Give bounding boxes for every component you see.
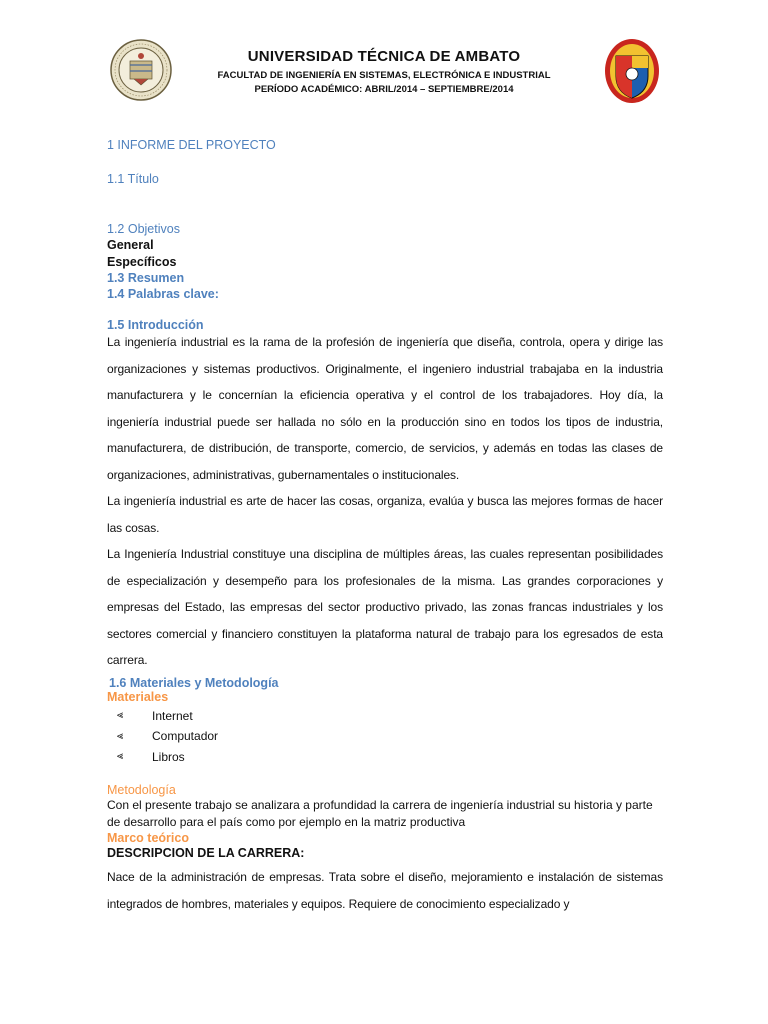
document-body xyxy=(107,138,663,917)
intro-paragraph-3: La Ingeniería Industrial constituye una disciplina de múltiples áreas, las cuales representan posibilidades de especialización y desempeño para los profesionales de la misma. Las grandes corporaciones y empresas del Estado, las empresas del sector productivo privado, las zonas francas industriales y los sectores comercial y financiero constituyen la plataforma natural de trabajo para los egresados de esta carrera. xyxy=(107,547,663,667)
faculty-shield-logo xyxy=(604,38,660,104)
objective-specific-label: Específicos xyxy=(107,255,177,269)
section-1-4-heading: 1.4 Palabras clave: xyxy=(107,287,219,301)
section-1-heading: 1 INFORME DEL PROYECTO xyxy=(107,138,276,152)
academic-period: PERÍODO ACADÉMICO: ABRIL/2014 – SEPTIEMBRE/2014 xyxy=(254,84,514,95)
document-header xyxy=(0,36,768,116)
intro-paragraph-2: La ingeniería industrial es arte de hacer las cosas, organiza, evalúa y busca las mejores formas de hacer las cosas. xyxy=(107,494,663,535)
arrow-bullet-icon: ⪡ xyxy=(117,750,124,763)
arrow-bullet-icon: ⪡ xyxy=(117,709,124,722)
university-name: UNIVERSIDAD TÉCNICA DE AMBATO xyxy=(247,48,521,65)
marco-teorico-heading: Marco teórico xyxy=(107,831,189,845)
materials-list xyxy=(117,706,663,768)
metodologia-heading: Metodología xyxy=(107,783,176,797)
list-item: ⪡ Libros xyxy=(117,749,185,764)
list-item: ⪡ Internet xyxy=(117,708,193,723)
section-1-6-heading: 1.6 Materiales y Metodología xyxy=(109,675,279,690)
section-1-5-heading: 1.5 Introducción xyxy=(107,318,204,332)
section-1-2-heading: 1.2 Objetivos xyxy=(107,222,180,236)
descripcion-heading: DESCRIPCION DE LA CARRERA: xyxy=(107,846,305,860)
intro-paragraph-1: La ingeniería industrial es la rama de la profesión de ingeniería que diseña, controla, opera y dirige las organizaciones y sistemas productivos. Originalmente, el ingeniero industrial trabajaba en la industria manufacturera y le concernían la eficiencia operativa y el control de los trabajadores. Hoy día, la ingeniería industrial puede ser hallada no sólo en la producción sino en todos los tipos de industria, manufacturera, de distribución, de transporte, comercio, de servicios, y además en todas las clases de organizaciones, administrativas, gubernamentales o institucionales. xyxy=(107,335,663,482)
materiales-heading: Materiales xyxy=(107,689,169,704)
list-item: ⪡ Computador xyxy=(117,729,219,744)
section-1-3-heading: 1.3 Resumen xyxy=(107,271,185,285)
descripcion-paragraph: Nace de la administración de empresas. Trata sobre el diseño, mejoramiento e instalación de sistemas integrados de hombres, materiales y equipos. Requiere de conocimiento especializado y xyxy=(107,870,663,911)
section-1-1-heading: 1.1 Título xyxy=(107,172,159,186)
objective-general-label: General xyxy=(107,238,154,252)
arrow-bullet-icon: ⪡ xyxy=(117,729,124,742)
metodologia-paragraph: Con el presente trabajo se analizara a profundidad la carrera de ingeniería industrial su historia y parte de desarrollo para el país como por ejemplo en la matriz productiva xyxy=(107,798,653,829)
faculty-name: FACULTAD DE INGENIERÍA EN SISTEMAS, ELECTRÓNICA E INDUSTRIAL xyxy=(217,70,551,81)
